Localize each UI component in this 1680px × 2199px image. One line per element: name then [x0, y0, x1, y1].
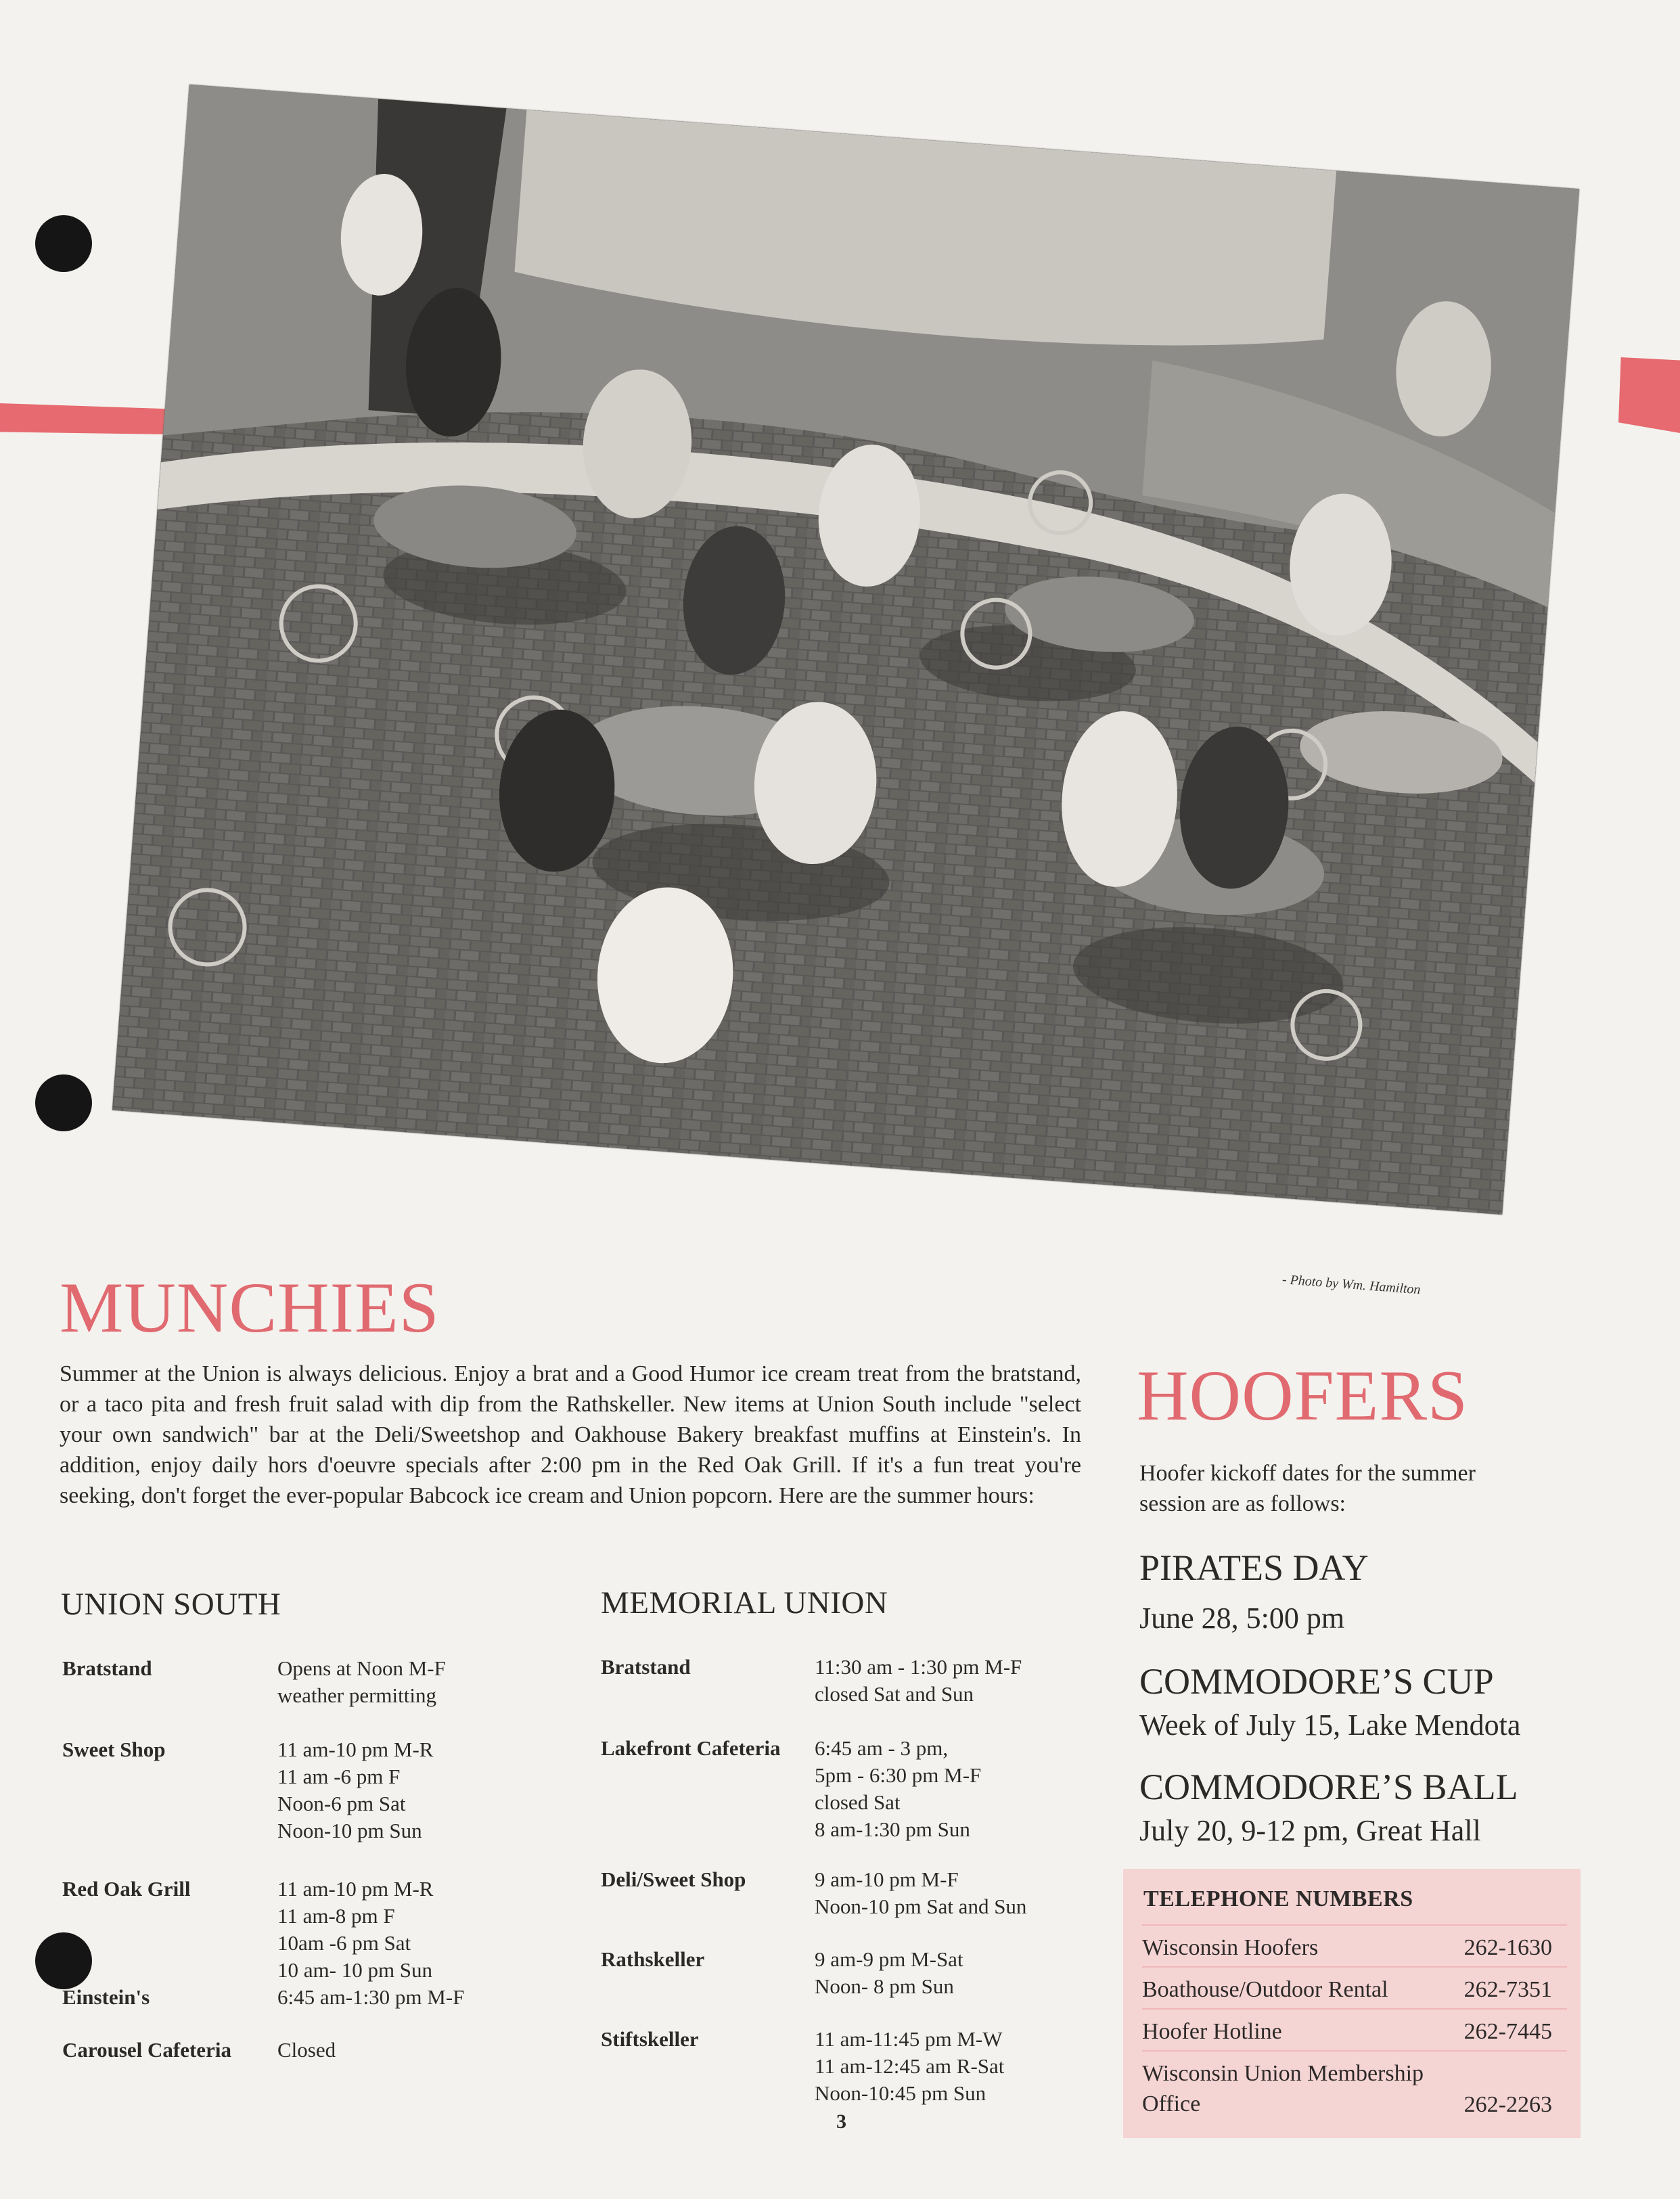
- hours-line: Noon- 8 pm Sun: [815, 1974, 954, 1998]
- phone-entry-number: 262-1630: [1463, 1935, 1552, 1960]
- venue-hours: [277, 2037, 336, 2064]
- event-date: June 28, 5:00 pm: [1139, 1602, 1345, 1635]
- hours-line: Closed: [277, 2038, 336, 2062]
- venue-hours: [815, 1654, 1022, 1708]
- venue-name: Stiftskeller: [601, 2027, 699, 2051]
- page-number: 3: [836, 2110, 846, 2133]
- venue-name: Rathskeller: [601, 1947, 705, 1971]
- venue-name: Bratstand: [601, 1655, 691, 1679]
- venue-hours: [277, 1655, 446, 1709]
- venue-name: Bratstand: [62, 1656, 152, 1680]
- hours-line: 8 am-1:30 pm Sun: [815, 1817, 970, 1841]
- hours-line: 11 am-10 pm M-R: [277, 1738, 434, 1761]
- event-date: July 20, 9-12 pm, Great Hall: [1139, 1814, 1481, 1847]
- hours-line: Opens at Noon M-F: [277, 1656, 446, 1680]
- hours-line: 5pm - 6:30 pm M-F: [815, 1763, 982, 1787]
- hours-line: 11 am-8 pm F: [277, 1904, 395, 1928]
- divider: [1142, 2008, 1567, 2010]
- venue-name: Deli/Sweet Shop: [601, 1867, 746, 1891]
- venue-name: Sweet Shop: [62, 1738, 166, 1761]
- binder-hole-top: [35, 215, 92, 272]
- hours-line: closed Sat: [815, 1790, 901, 1814]
- hours-line: 11 am-10 pm M-R: [277, 1877, 434, 1901]
- hours-line: weather permitting: [277, 1683, 436, 1707]
- hours-line: Noon-6 pm Sat: [277, 1792, 406, 1815]
- divider: [1142, 2050, 1567, 2051]
- hours-line: 10 am- 10 pm Sun: [277, 1958, 433, 1982]
- event-name: COMMODORE’S CUP: [1139, 1661, 1494, 1702]
- venue-hours: [277, 1876, 433, 1984]
- venue-hours: [815, 1866, 1026, 1920]
- hours-line: 9 am-9 pm M-Sat: [815, 1947, 963, 1971]
- venue-hours: [815, 1946, 963, 2000]
- union-south-heading: UNION SOUTH: [61, 1587, 281, 1622]
- hours-line: 6:45 am-1:30 pm M-F: [277, 1985, 465, 2009]
- red-tab-left: [0, 403, 168, 434]
- patio-photo-image: [112, 85, 1579, 1215]
- divider: [1142, 1924, 1567, 1926]
- hoofers-title: HOOFERS: [1137, 1356, 1469, 1435]
- phone-entry-name: Wisconsin Hoofers: [1142, 1935, 1319, 1960]
- event-name: PIRATES DAY: [1139, 1547, 1369, 1588]
- hours-line: 11 am-12:45 am R-Sat: [815, 2054, 1005, 2078]
- phone-entry-name: Boathouse/Outdoor Rental: [1142, 1977, 1388, 2002]
- hours-line: 10am -6 pm Sat: [277, 1931, 411, 1955]
- phone-entry-number: 262-7351: [1463, 1977, 1552, 2002]
- venue-name: Einstein's: [62, 1985, 150, 2009]
- hours-line: 11 am-11:45 pm M-W: [815, 2027, 1003, 2051]
- binder-hole-middle: [35, 1074, 92, 1131]
- phone-entry-name: Hoofer Hotline: [1142, 2019, 1282, 2044]
- memorial-union-heading: MEMORIAL UNION: [601, 1585, 888, 1620]
- hours-line: 11 am -6 pm F: [277, 1765, 401, 1788]
- venue-hours: [815, 1735, 981, 1843]
- hoofers-intro: Hoofer kickoff dates for the summer session are as follows:: [1139, 1461, 1476, 1516]
- photo-credit: - Photo by Wm. Hamilton: [1281, 1272, 1422, 1298]
- hours-line: Noon-10 pm Sun: [277, 1819, 422, 1842]
- event-date: Week of July 15, Lake Mendota: [1139, 1708, 1521, 1742]
- venue-name: Carousel Cafeteria: [62, 2038, 231, 2062]
- venue-hours: [277, 1984, 464, 2011]
- telephone-title: TELEPHONE NUMBERS: [1143, 1886, 1413, 1911]
- hours-line: Noon-10 pm Sat and Sun: [815, 1895, 1027, 1918]
- venue-name: Red Oak Grill: [62, 1877, 191, 1901]
- hours-line: Noon-10:45 pm Sun: [815, 2081, 986, 2105]
- hours-line: closed Sat and Sun: [815, 1682, 974, 1706]
- munchies-title: MUNCHIES: [60, 1268, 440, 1347]
- red-tab-right: [1618, 357, 1680, 433]
- phone-entry-number: 262-2263: [1463, 2092, 1552, 2117]
- venue-hours: [815, 2026, 1004, 2107]
- venue-name: Lakefront Cafeteria: [601, 1736, 781, 1760]
- divider: [1142, 1966, 1567, 1968]
- patio-photo: [112, 85, 1579, 1215]
- hours-line: 6:45 am - 3 pm,: [815, 1736, 949, 1760]
- phone-entry-number: 262-7445: [1463, 2019, 1552, 2044]
- venue-hours: [277, 1736, 433, 1844]
- event-name: COMMODORE’S BALL: [1139, 1767, 1518, 1807]
- hours-line: 9 am-10 pm M-F: [815, 1867, 959, 1891]
- binder-hole-bottom: [35, 1932, 92, 1989]
- phone-entry-name: Wisconsin Union Membership Office: [1142, 2061, 1424, 2116]
- munchies-intro: Summer at the Union is always delicious. Enjoy a brat and a Good Humor ice cream treat from the bratstand, or a taco pita and fresh fruit salad with dip from the Rathskeller. New items at Union South include "select your own sandwich" bar at the Deli/Sweetshop and Oakhouse Bakery breakfast muffins at Einstein's. In addition, enjoy daily hors d'oeuvre specials after 2:00 pm in the Red Oak Grill. If it's a fun treat you're seeking, don't forget the ever-popular Babcock ice cream and Union popcorn. Here are the summer hours:: [60, 1361, 1081, 1508]
- hours-line: 11:30 am - 1:30 pm M-F: [815, 1655, 1022, 1679]
